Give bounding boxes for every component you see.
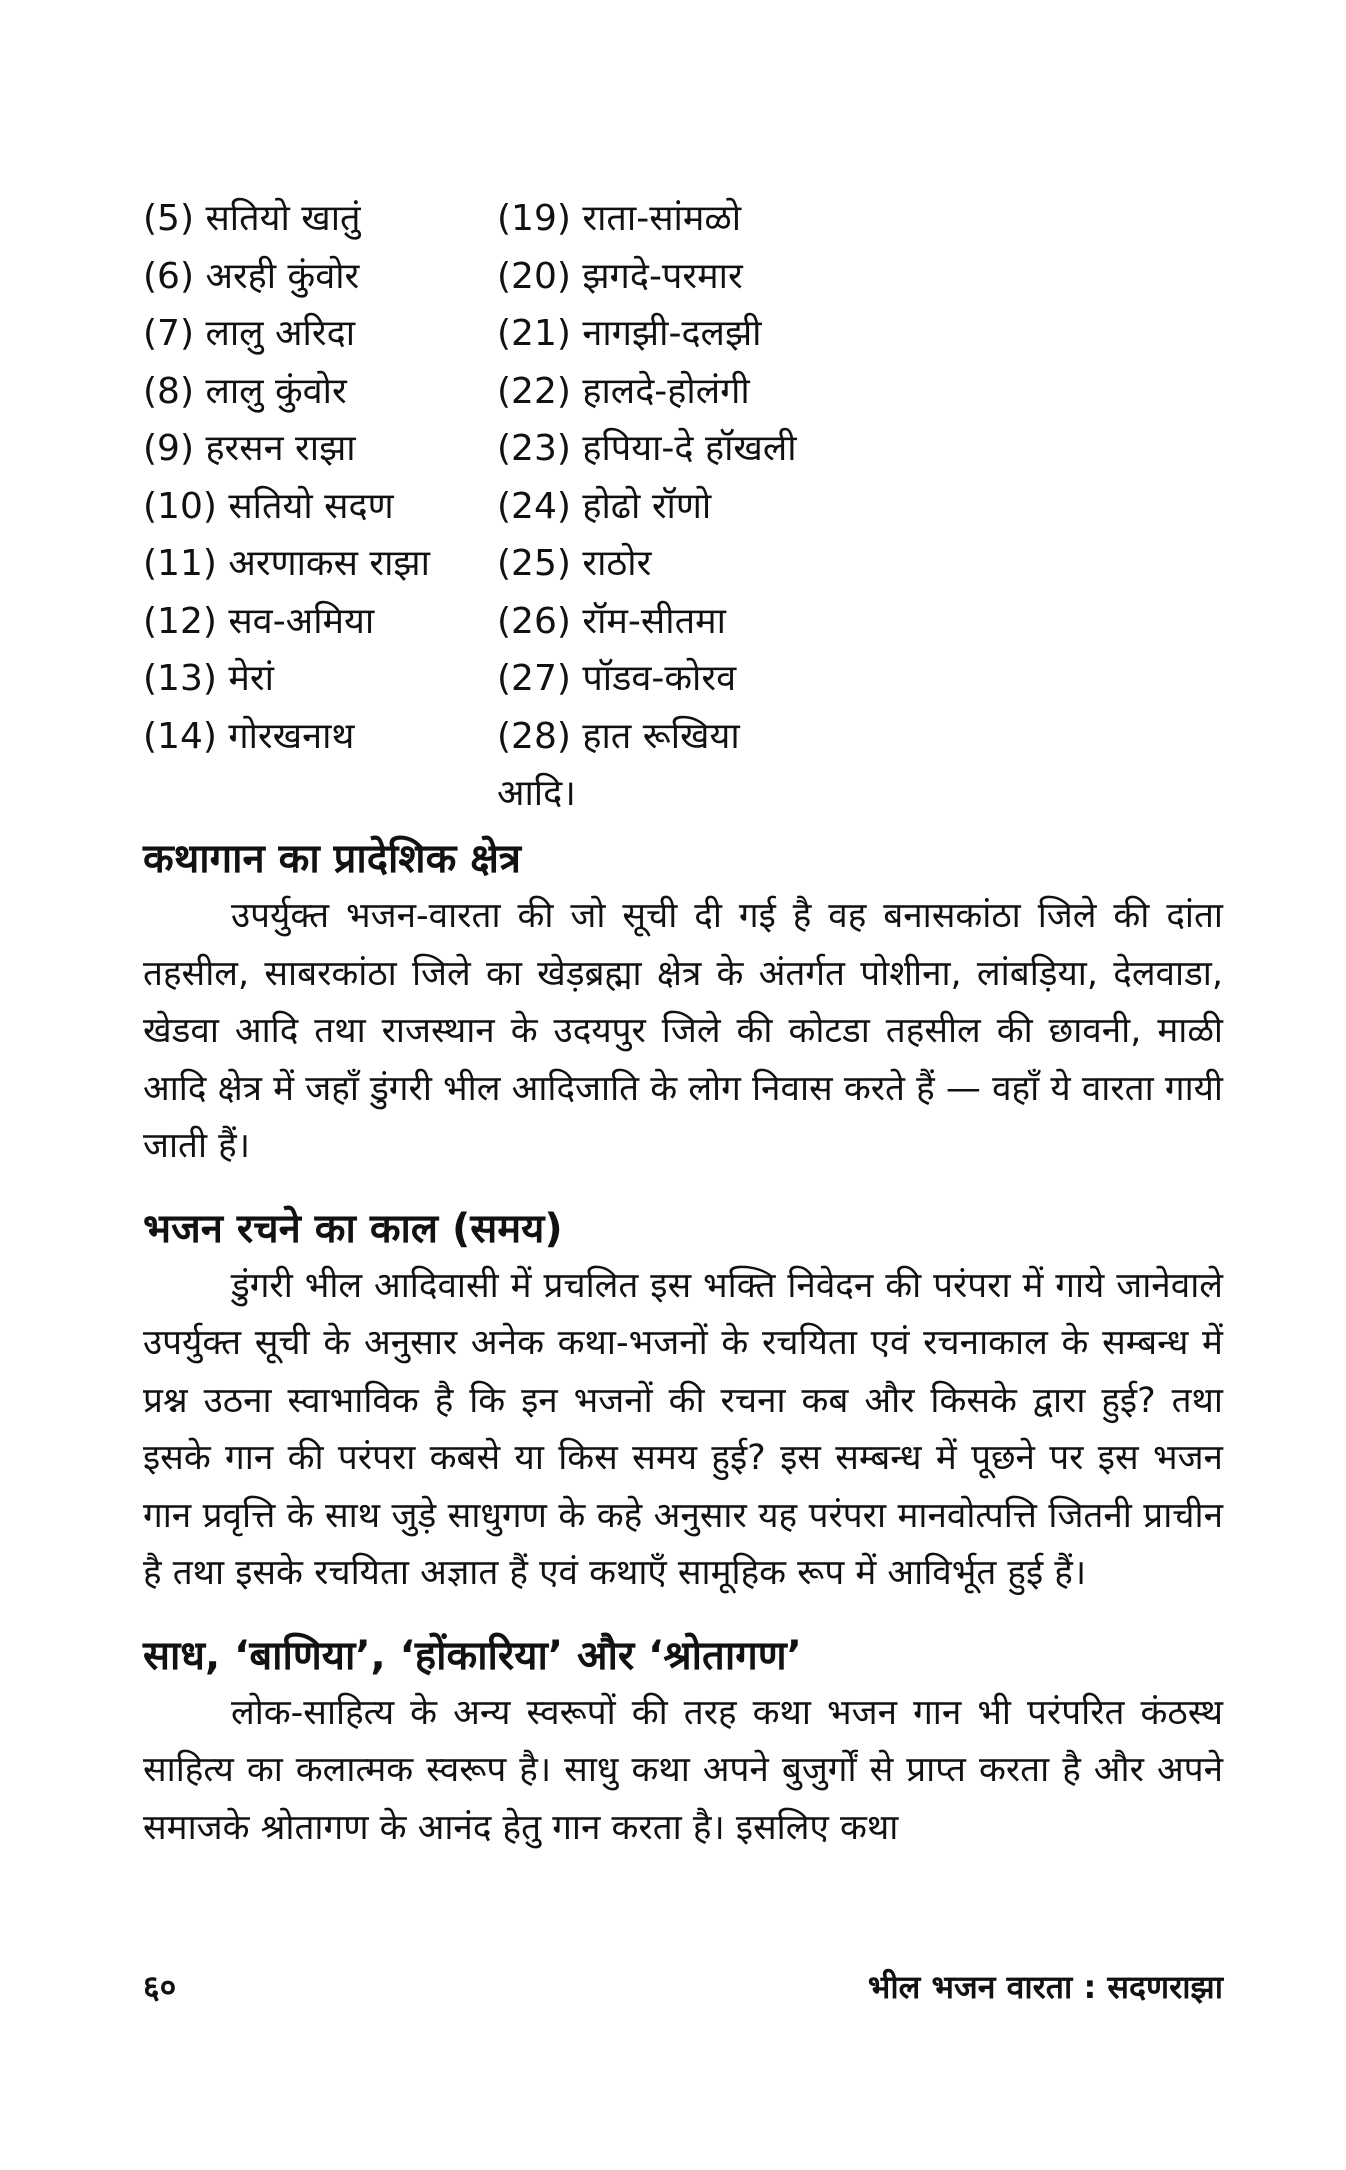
section-paragraph: लोक-साहित्य के अन्य स्वरूपों की तरह कथा भजन गान भी परंपरित कंठस्थ साहित्य का कलात्मक स्वरूप है। साधु कथा अपने बुजुर्गों से प्राप्त करता है और अपने समाजके श्रोतागण के आनंद हेतु गान करता है। इसलिए कथा — [143, 1692, 1223, 1848]
section-performers — [143, 1627, 1223, 1858]
list-item: (9) हरसन राझा — [143, 428, 356, 469]
bhajan-list-left-column — [143, 190, 430, 765]
section-paragraph: उपर्युक्त भजन-वारता की जो सूची दी गई है वह बनासकांठा जिले की दांता तहसील, साबरकांठा जिले का खेड़ब्रह्मा क्षेत्र के अंतर्गत पोशीना, लांबड़िया, देलवाडा, खेडवा आदि तथा राजस्थान के उदयपुर जिले की कोटडा तहसील की छावनी, माळी आदि क्षेत्र में जहाँ डुंगरी भील आदिजाति के लोग निवास करते हैं — वहाँ ये वारता गायी जाती हैं। — [143, 896, 1223, 1166]
list-item: (8) लालु कुंवोर — [143, 370, 347, 412]
list-item: (21) नागझी-दलझी — [497, 313, 762, 354]
page-footer — [143, 1965, 1223, 2008]
section-composition-period — [143, 1200, 1223, 1603]
list-item: (19) राता-सांमळो — [497, 198, 742, 239]
section-regional-area — [143, 830, 1223, 1176]
list-item: (14) गोरखनाथ — [143, 715, 355, 757]
bhajan-list — [143, 190, 1223, 830]
section-heading: साध, ‘बाणिया’, ‘होंकारिया’ और ‘श्रोतागण’ — [143, 1632, 802, 1679]
list-item: (25) राठोर — [497, 543, 652, 584]
list-item: (10) सतियो सदण — [143, 485, 394, 527]
list-item: (24) होढो रॉणो — [497, 485, 712, 527]
list-item: (20) झगदे-परमार — [497, 255, 743, 297]
running-title: भील भजन वारता : सदणराझा — [867, 1968, 1223, 2006]
list-item: (22) हालदे-होलंगी — [497, 370, 750, 412]
section-heading: भजन रचने का काल (समय) — [143, 1205, 563, 1252]
list-item: (12) सव-अमिया — [143, 600, 375, 642]
page-content — [143, 190, 1223, 1857]
list-item: (23) हपिया-दे हॉखली — [497, 428, 797, 469]
list-item: (11) अरणाकस राझा — [143, 543, 430, 584]
list-end-text: आदि। — [497, 773, 576, 814]
list-item: (13) मेरां — [143, 658, 274, 699]
section-paragraph: डुंगरी भील आदिवासी में प्रचलित इस भक्ति निवेदन की परंपरा में गाये जानेवाले उपर्युक्त सूची के अनुसार अनेक कथा-भजनों के रचयिता एवं रचनाकाल के सम्बन्ध में प्रश्न उठना स्वाभाविक है कि इन भजनों की रचना कब और किसके द्वारा हुई? तथा इसके गान की परंपरा कबसे या किस समय हुई? इस सम्बन्ध में पूछने पर इस भजन गान प्रवृत्ति के साथ जुड़े साधुगण के कहे अनुसार यह परंपरा मानवोत्पत्ति जितनी प्राचीन है तथा इसके रचयिता अज्ञात हैं एवं कथाएँ सामूहिक रूप में आविर्भूत हुई हैं। — [143, 1265, 1223, 1593]
list-item: (27) पॉडव-कोरव — [497, 658, 737, 699]
section-heading: कथागान का प्रादेशिक क्षेत्र — [143, 836, 521, 882]
list-item: (5) सतियो खातुं — [143, 198, 361, 239]
list-item: (7) लालु अरिदा — [143, 313, 356, 354]
page-number: ६० — [143, 1968, 177, 2006]
list-item: (26) रॉम-सीतमा — [497, 600, 726, 642]
list-item: (6) अरही कुंवोर — [143, 255, 360, 297]
bhajan-list-right-column — [497, 190, 797, 823]
list-item: (28) हात रूखिया — [497, 715, 740, 757]
